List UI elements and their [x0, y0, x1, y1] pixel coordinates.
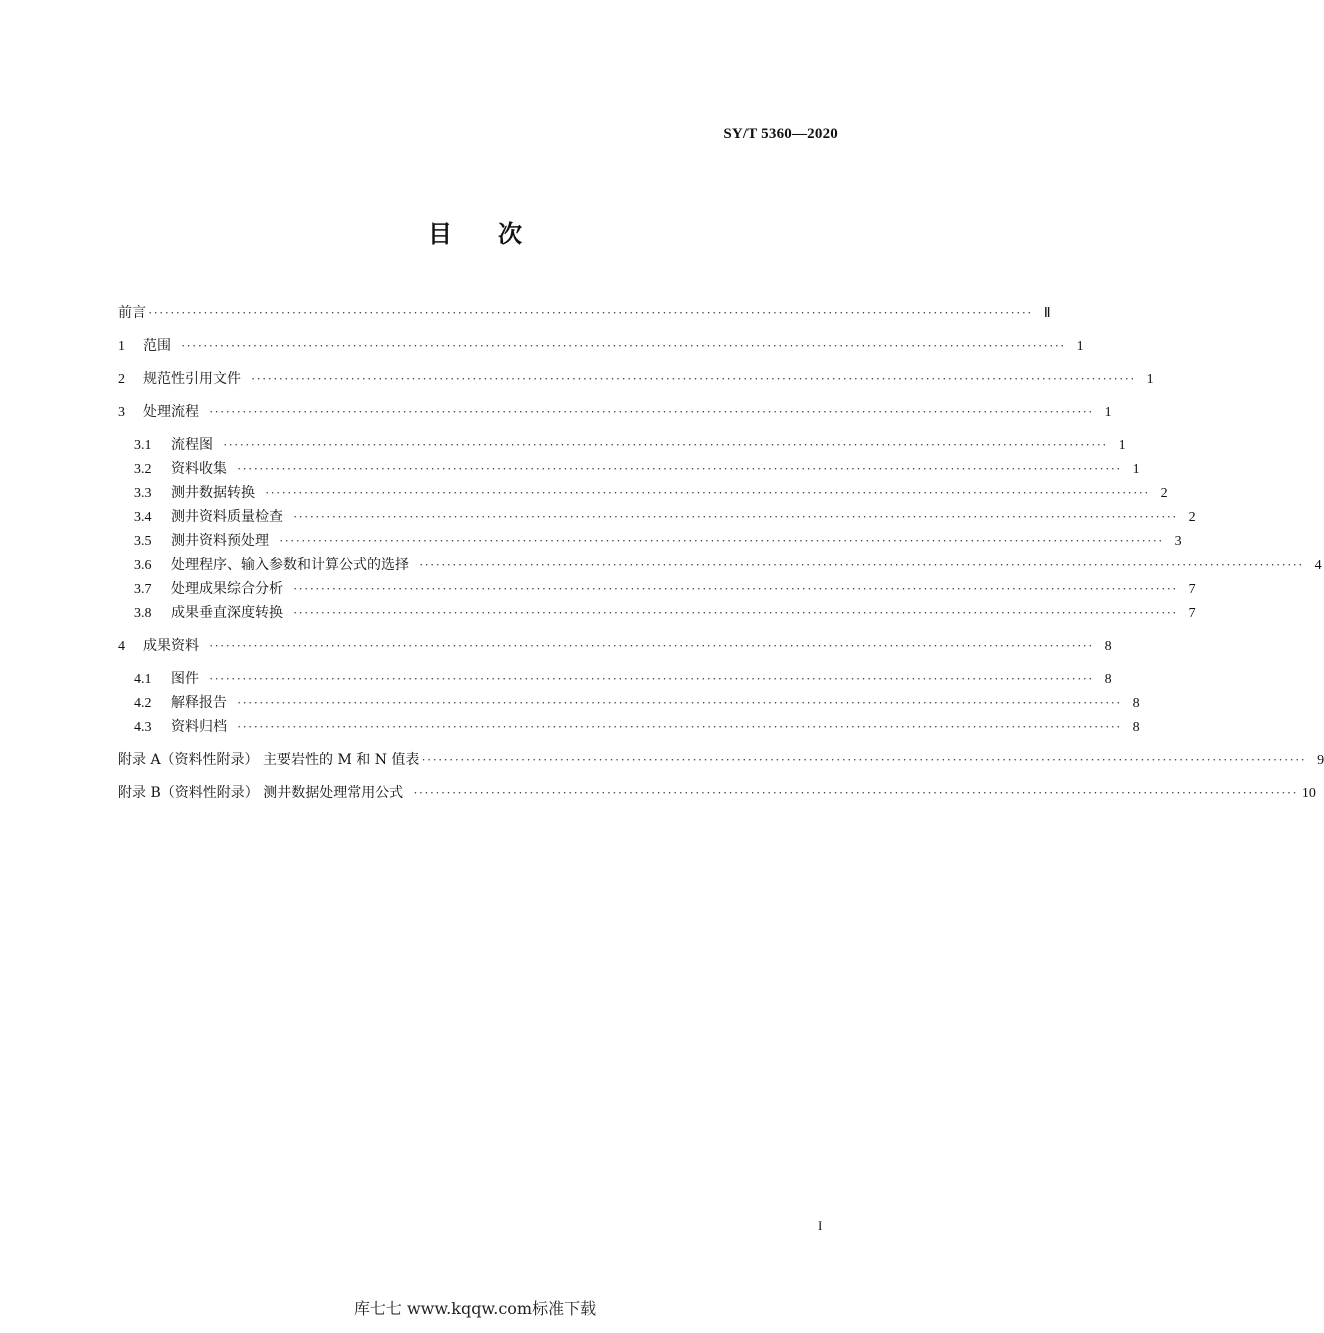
- toc-entry-label: 测井资料质量检查: [171, 509, 283, 525]
- toc-subentry[interactable]: [118, 457, 1140, 481]
- toc-entry-page: 9: [1317, 753, 1324, 768]
- toc-entry-label: 附录 B（资料性附录） 测井数据处理常用公式: [118, 785, 404, 801]
- toc-entry-page: 7: [1188, 606, 1196, 621]
- toc-entry-label: 规范性引用文件: [143, 371, 241, 387]
- dot-leader: ································································································································································: [419, 557, 1304, 572]
- toc-entry-page: 1: [1132, 462, 1140, 477]
- toc-entry-number: 4.3: [134, 720, 152, 735]
- toc-entry-page: 2: [1188, 510, 1196, 525]
- dot-leader: ································································································································································: [237, 719, 1122, 734]
- toc-entry-label: 流程图: [171, 437, 213, 453]
- toc-entry-number: 1: [118, 339, 125, 354]
- toc-entry-number: 3.2: [134, 462, 152, 477]
- dot-leader: ································································································································································: [293, 509, 1178, 524]
- toc-entry[interactable]: [118, 634, 1112, 658]
- toc-entry-label: 处理流程: [143, 404, 199, 420]
- title-char-2: 次: [498, 220, 522, 248]
- toc-subentry[interactable]: [118, 577, 1196, 601]
- toc-entry[interactable]: [118, 367, 1154, 391]
- toc-subentry[interactable]: [118, 553, 1322, 577]
- toc-entry-number: 3.6: [134, 558, 152, 573]
- dot-leader: ································································································································································: [237, 695, 1122, 710]
- toc-entry-label: 成果资料: [143, 638, 199, 654]
- dot-leader: ································································································································································: [209, 404, 1094, 419]
- dot-leader: ································································································································································: [181, 338, 1066, 353]
- dot-leader: ································································································································································: [209, 671, 1094, 686]
- toc-entry-label: 范围: [143, 338, 171, 354]
- toc-entry-page: Ⅱ: [1043, 306, 1051, 321]
- toc-entry-page: 1: [1104, 405, 1112, 420]
- toc-entry-page: 7: [1188, 582, 1196, 597]
- toc-entry-page: 3: [1174, 534, 1182, 549]
- toc-entry-label: 附录 A（资料性附录） 主要岩性的 M 和 N 值表: [118, 752, 420, 768]
- toc-entry-appendix-b[interactable]: [118, 781, 1316, 805]
- toc-entry-number: 2: [118, 372, 125, 387]
- dot-leader: ································································································································································: [293, 581, 1178, 596]
- toc-entry-page: 2: [1160, 486, 1168, 501]
- standard-code: SY/T 5360—2020: [723, 126, 838, 142]
- toc-entry-page: 10: [1301, 786, 1316, 801]
- toc-entry-label: 处理程序、输入参数和计算公式的选择: [171, 557, 409, 573]
- dot-leader: ································································································································································: [421, 752, 1307, 767]
- toc-entry-number: 3.4: [134, 510, 152, 525]
- toc-entry-number: 4: [118, 639, 125, 654]
- toc-entry[interactable]: [118, 334, 1084, 358]
- toc-entry-number: 3.8: [134, 606, 152, 621]
- dot-leader: ································································································································································: [237, 461, 1122, 476]
- toc-subentry[interactable]: [118, 667, 1112, 691]
- toc-entry-page: 8: [1104, 639, 1112, 654]
- toc-entry-appendix-a[interactable]: [118, 748, 1324, 772]
- toc-entry-number: 4.2: [134, 696, 152, 711]
- toc-entry-number: 3.7: [134, 582, 152, 597]
- dot-leader: ································································································································································: [413, 785, 1298, 800]
- toc-entry-page: 1: [1146, 372, 1154, 387]
- dot-leader: ································································································································································: [265, 485, 1150, 500]
- toc-entry-label: 测井数据转换: [171, 485, 255, 501]
- toc-entry-number: 3.3: [134, 486, 152, 501]
- toc-subentry[interactable]: [118, 529, 1182, 553]
- page-title: [0, 214, 950, 249]
- dot-leader: ································································································································································: [209, 638, 1094, 653]
- toc-entry-number: 3.5: [134, 534, 152, 549]
- dot-leader: ································································································································································: [251, 371, 1136, 386]
- toc-entry[interactable]: [118, 400, 1112, 424]
- toc-subentry[interactable]: [118, 481, 1168, 505]
- toc-entry-page: 8: [1132, 720, 1140, 735]
- toc-entry-label: 处理成果综合分析: [171, 581, 283, 597]
- toc-entry-page: 1: [1076, 339, 1084, 354]
- toc-entry-label: 前言: [118, 305, 146, 321]
- toc-entry-label: 资料收集: [171, 461, 227, 477]
- toc-entry-label: 资料归档: [171, 719, 227, 735]
- toc-subentry[interactable]: [118, 715, 1140, 739]
- dot-leader: ································································································································································: [223, 437, 1108, 452]
- toc-entry-label: 解释报告: [171, 695, 227, 711]
- download-watermark: 库七七 www.kqqw.com标准下载: [353, 1299, 597, 1318]
- dot-leader: ································································································································································: [148, 305, 1033, 320]
- toc-entry-page: 1: [1118, 438, 1126, 453]
- toc-subentry[interactable]: [118, 601, 1196, 625]
- toc-entry-number: 3.1: [134, 438, 152, 453]
- toc-entry-label: 测井资料预处理: [171, 533, 269, 549]
- toc-entry[interactable]: [118, 301, 1051, 325]
- toc-entry-page: 8: [1104, 672, 1112, 687]
- page-number: I: [818, 1218, 823, 1233]
- toc-entry-number: 4.1: [134, 672, 152, 687]
- dot-leader: ································································································································································: [293, 605, 1178, 620]
- toc-subentry[interactable]: [118, 433, 1126, 457]
- toc-subentry[interactable]: [118, 505, 1196, 529]
- toc-entry-label: 成果垂直深度转换: [171, 605, 283, 621]
- toc-entry-number: 3: [118, 405, 125, 420]
- toc-entry-page: 8: [1132, 696, 1140, 711]
- toc-entry-page: 4: [1314, 558, 1322, 573]
- table-of-contents: [118, 301, 1324, 805]
- toc-subentry[interactable]: [118, 691, 1140, 715]
- dot-leader: ································································································································································: [279, 533, 1164, 548]
- toc-entry-label: 图件: [171, 671, 199, 687]
- title-char-1: 目: [428, 220, 452, 248]
